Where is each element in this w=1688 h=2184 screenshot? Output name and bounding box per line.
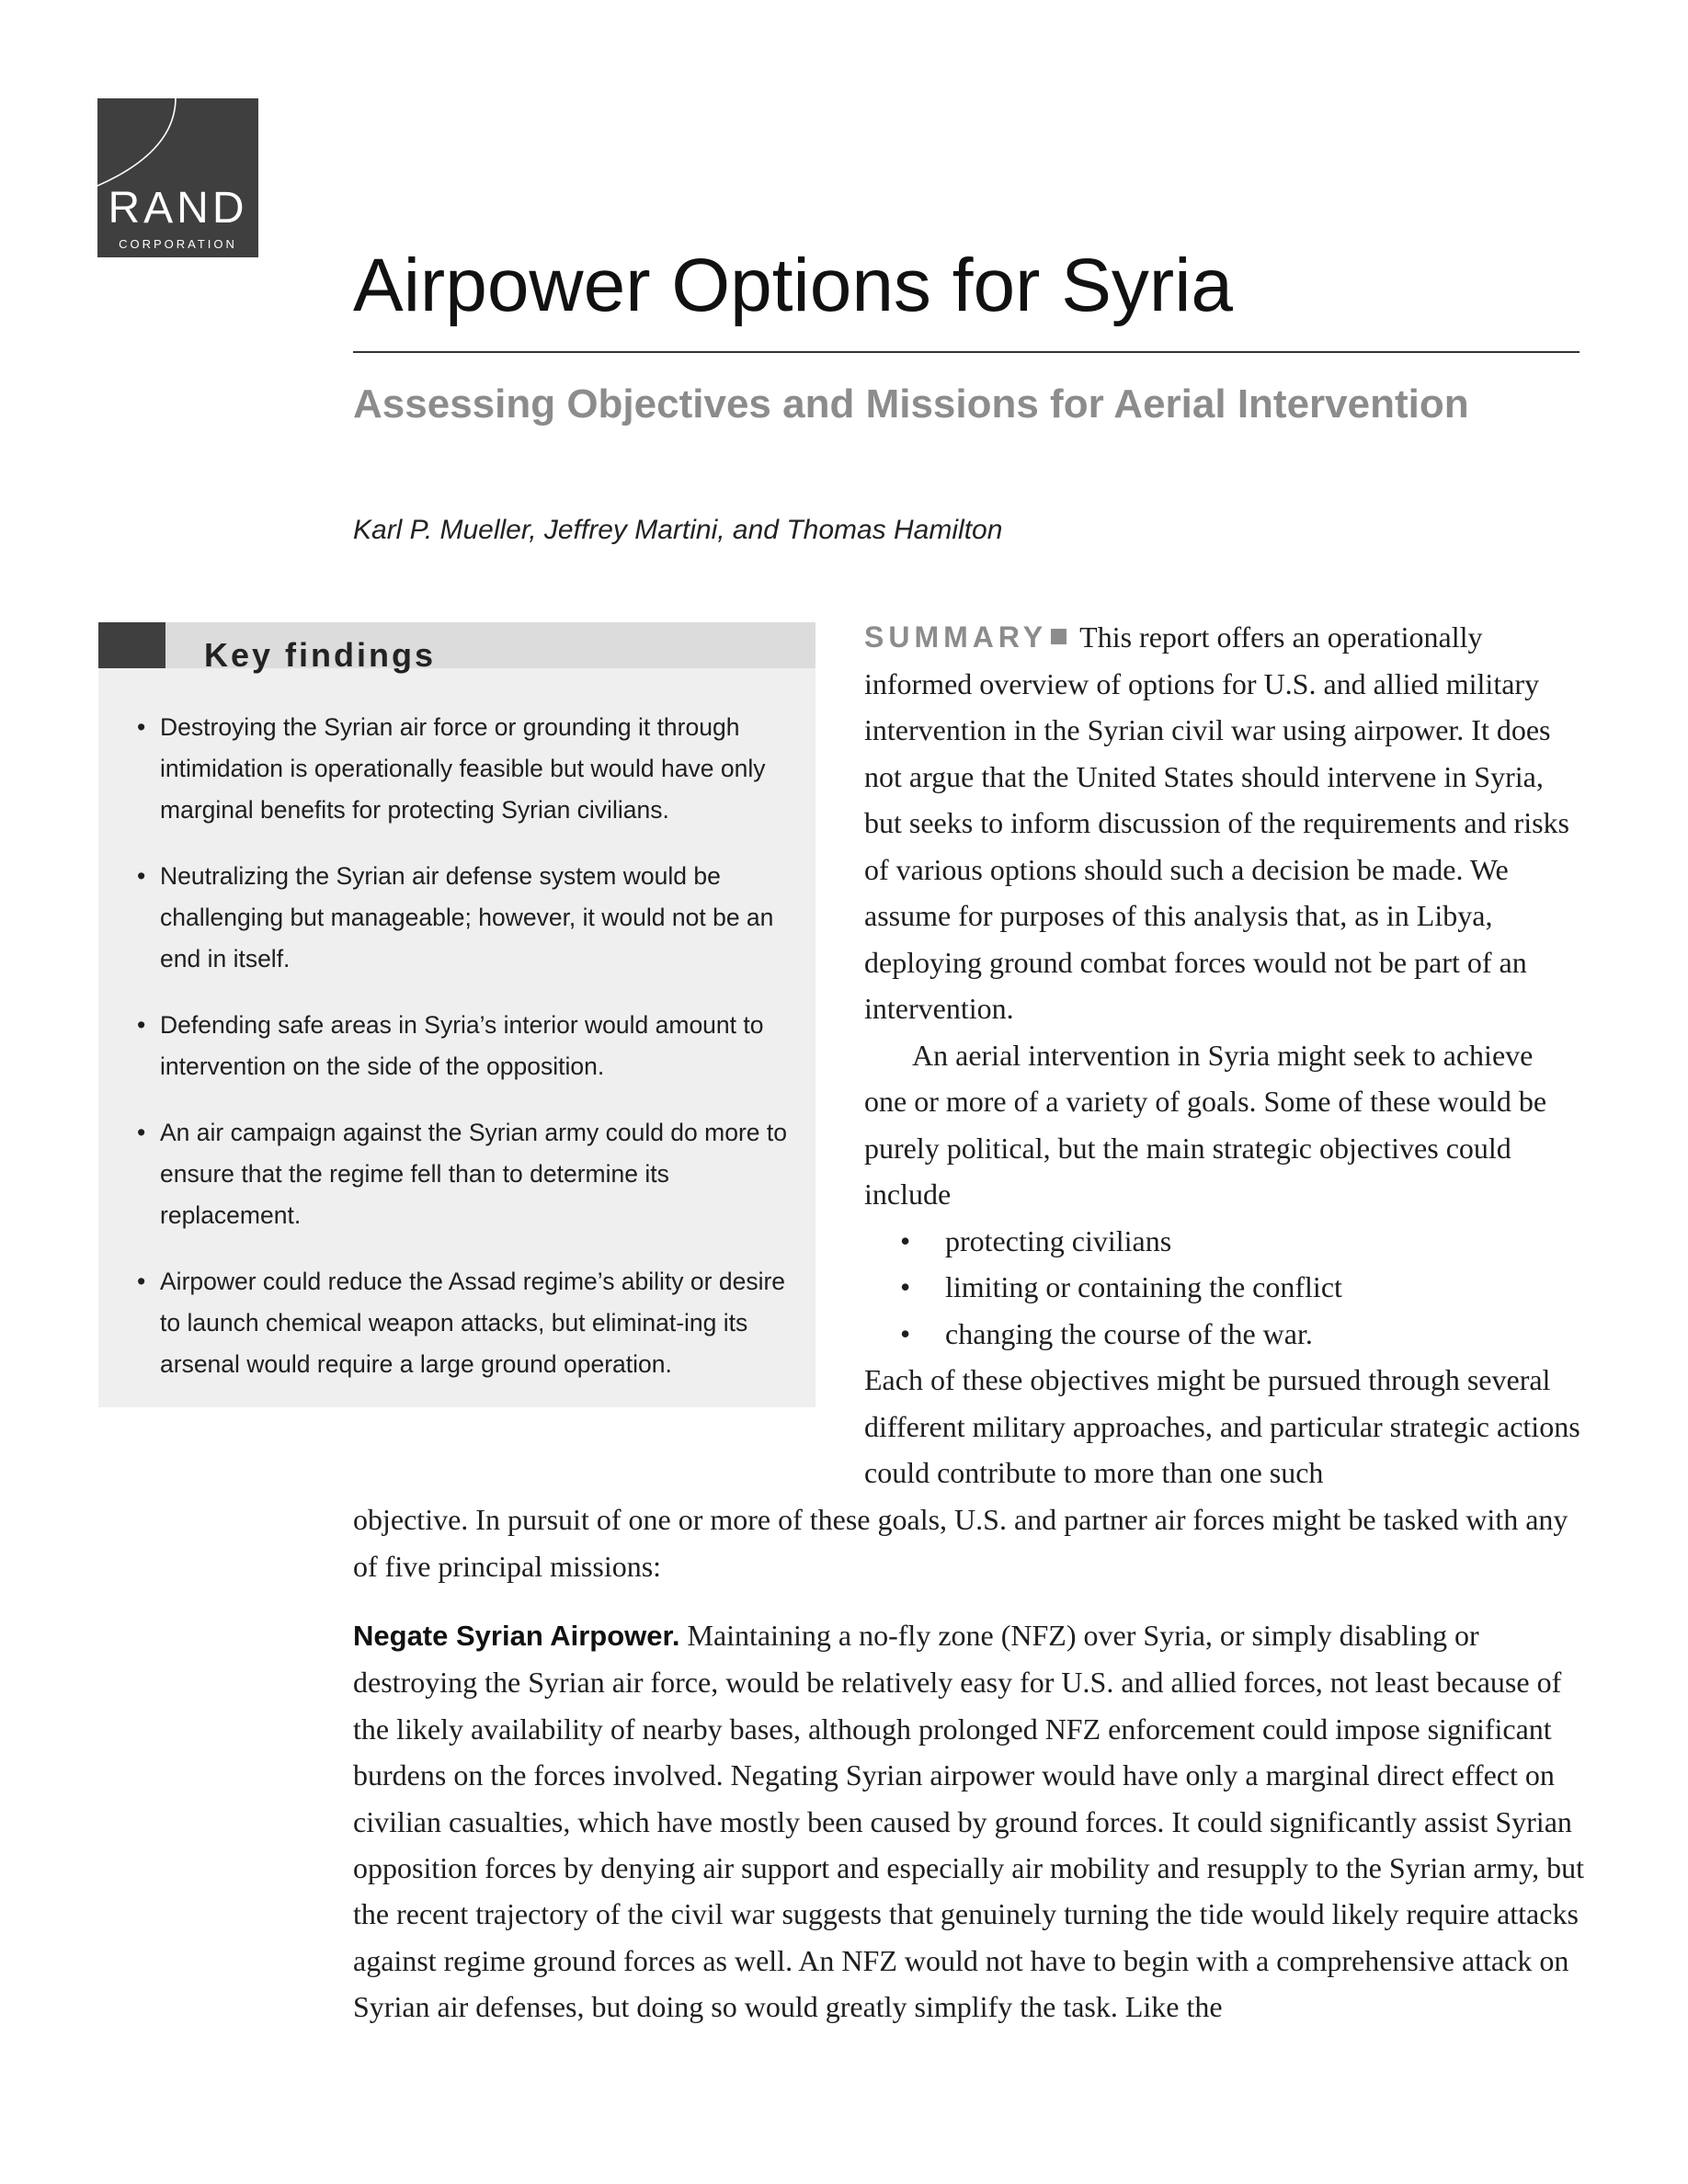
key-finding-item: • Airpower could reduce the Assad regime’s ability or desire to launch chemical weapon attacks, but eliminat-ing its arsenal would require a large ground operation. xyxy=(137,1261,799,1385)
logo-arc-icon xyxy=(97,98,258,257)
key-finding-item: • Destroying the Syrian air force or grounding it through intimidation is operationally feasible but would have only marginal benefits for protecting Syrian civilians. xyxy=(137,707,799,831)
summary-column xyxy=(864,614,1581,1496)
key-finding-item: • Defending safe areas in Syria’s interior would amount to intervention on the side of the opposition. xyxy=(137,1005,799,1087)
objective-item: • changing the course of the war. xyxy=(864,1311,1581,1358)
key-finding-item: • Neutralizing the Syrian air defense system would be challenging but manageable; however, it would not be an end in itself. xyxy=(137,856,799,980)
summary-paragraph-3: Each of these objectives might be pursued through several different military approaches, and particular strategic actions could contribute to more than one such xyxy=(864,1363,1580,1489)
summary-text: This report offers an operationally informed overview of options for U.S. and allied military intervention in the Syrian civil war using airpower. It does not argue that the United States should intervene in Syria, but seeks to inform discussion of the requirements and risks of various options should such a decision be made. We assume for purposes of this analysis that, as in Libya, deploying ground combat forces would not be part of an intervention. xyxy=(864,620,1569,1025)
key-findings-list xyxy=(137,707,799,1410)
objective-item: • protecting civilians xyxy=(864,1218,1581,1265)
summary-paragraph-3-continued: objective. In pursuit of one or more of these goals, U.S. and partner air forces might be tasked with any of five principal missions: xyxy=(353,1503,1568,1583)
page-subtitle: Assessing Objectives and Missions for Aerial Intervention xyxy=(353,381,1469,427)
summary-paragraph-2: An aerial intervention in Syria might seek to achieve one or more of a variety of goals. Some of these would be purely political, but the main strategic objectives could include xyxy=(864,1038,1547,1211)
logo-corporation: CORPORATION xyxy=(119,237,237,251)
title-divider xyxy=(353,351,1580,353)
page-title: Airpower Options for Syria xyxy=(353,244,1234,327)
rand-logo xyxy=(97,98,258,257)
negate-airpower-section xyxy=(353,1612,1585,2030)
objective-item: • limiting or containing the conflict xyxy=(864,1264,1581,1311)
key-findings-marker xyxy=(98,622,165,668)
key-finding-item: • An air campaign against the Syrian army could do more to ensure that the regime fell than to determine its replacement. xyxy=(137,1112,799,1236)
logo-name: RAND xyxy=(108,184,248,233)
negate-airpower-text: Maintaining a no-fly zone (NFZ) over Syria, or simply disabling or destroying the Syrian air force, would be relatively easy for U.S. and allied forces, not least because of the likely availability of nearby bases, although prolonged NFZ enforcement could impose significant burdens on the forces involved. Negating Syrian airpower would have only a marginal direct effect on civilian casualties, which have mostly been caused by ground forces. It could significantly assist Syrian opposition forces by denying air support and especially air mobility and resupply to the Syrian army, but the recent trajectory of the civil war suggests that genuinely turning the tide would likely require attacks against regime ground forces as well. An NFZ would not have to begin with a comprehensive attack on Syrian air defenses, but doing so would greatly simplify the task. Like the xyxy=(353,1619,1584,2024)
objectives-list xyxy=(864,1218,1581,1358)
authors: Karl P. Mueller, Jeffrey Martini, and Thomas Hamilton xyxy=(353,515,1003,545)
key-findings-box xyxy=(98,622,815,1407)
key-findings-heading: Key findings xyxy=(204,636,437,674)
negate-airpower-heading: Negate Syrian Airpower. xyxy=(353,1620,680,1652)
summary-square-icon xyxy=(1051,629,1066,644)
summary-label: SUMMARY xyxy=(864,620,1048,654)
summary-paragraph xyxy=(864,614,1581,1032)
